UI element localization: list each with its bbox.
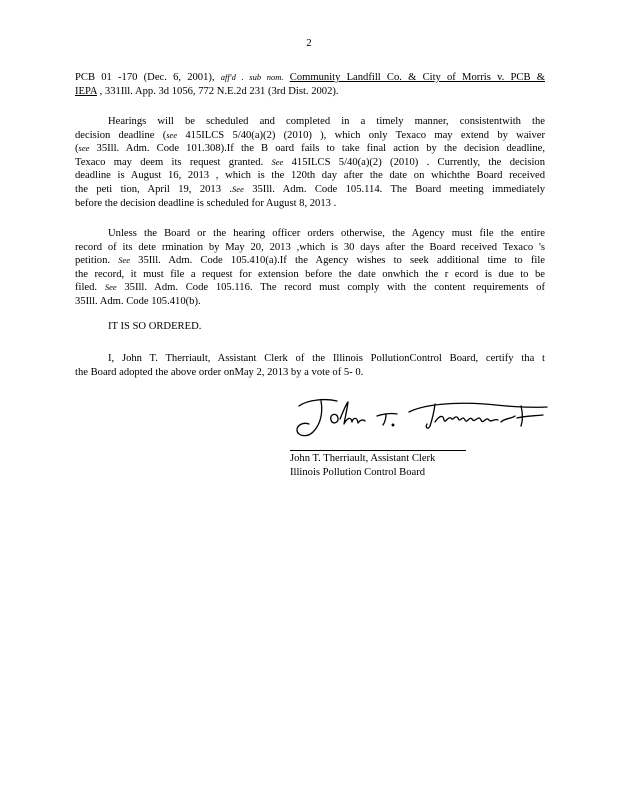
affd-italic: aff'd . sub nom. <box>220 72 284 82</box>
case-name-iepa: IEPA <box>75 85 97 97</box>
so-ordered: IT IS SO ORDERED. <box>108 321 202 332</box>
text: 35Ill. Adm. Code 105.114. The Board meeting immediately <box>243 183 546 195</box>
unless-line-1: Unless the Board or the hearing officer orders otherwise, the Agency must file the entire <box>108 228 545 239</box>
see-italic: see <box>78 143 90 154</box>
case-name: Community Landfill Co. & City of Morris v. PCB & <box>289 72 545 83</box>
text: 415ILCS 5/40(a)(2) (2010) . Currently, the decision <box>283 156 545 168</box>
unless-line-4: the record, it must file a request for extension before the date onwhich the r ecord is due to be <box>75 268 545 280</box>
citation-line-2 <box>75 85 545 99</box>
text: decision deadline ( <box>75 129 167 141</box>
text: 35Ill. Adm. Code 105.116. The record must comply with the content requirements of <box>116 282 545 294</box>
hearings-line-6 <box>75 183 545 197</box>
reporter-cite: , 331Ill. App. 3d 1056, 772 N.E.2d 231 (3rd Dist. 2002). <box>96 85 339 97</box>
hearings-line-3 <box>75 142 545 156</box>
citation-paragraph <box>75 71 545 98</box>
see-italic: See <box>232 183 244 194</box>
signature-block <box>290 452 510 479</box>
unless-line-6: 35Ill. Adm. Code 105.410(b). <box>75 295 201 307</box>
see-italic: see <box>166 129 178 140</box>
see-italic: See <box>118 255 130 266</box>
hearings-line-5: deadline is August 16, 2013 , which is the 120th day after the date on whichthe Board received <box>75 170 545 182</box>
page-number: 2 <box>306 37 312 49</box>
text: petition. <box>75 255 119 267</box>
certification-paragraph <box>75 352 545 379</box>
see-italic: See <box>104 282 117 293</box>
citation-text: PCB 01 -170 (Dec. 6, 2001), <box>75 72 221 83</box>
hearings-line-1: Hearings will be scheduled and completed in a timely manner, consistentwith the <box>108 116 545 127</box>
signature-rule <box>290 450 466 451</box>
certify-line-2: the Board adopted the above order onMay 2, 2013 by a vote of 5- 0. <box>75 366 364 378</box>
text: ( <box>75 143 79 155</box>
hearings-line-7: before the decision deadline is scheduled for August 8, 2013 . <box>75 197 337 209</box>
hearings-paragraph <box>75 115 545 210</box>
handwritten-signature <box>285 392 555 444</box>
text: filed. <box>75 282 105 294</box>
text: 35Ill. Adm. Code 101.308).If the B oard fails to take final action by the decision deadline, <box>89 143 545 155</box>
certify-line-1: I, John T. Therriault, Assistant Clerk of the Illinois PollutionControl Board, certify tha t <box>108 353 545 364</box>
text: 415ILCS 5/40(a)(2) (2010) ), which only Texaco may extend by waiver <box>177 129 545 141</box>
unless-line-5 <box>75 281 545 295</box>
hearings-line-4 <box>75 156 545 170</box>
text: the peti tion, April 19, 2013 . <box>75 183 233 195</box>
citation-line-1 <box>75 71 545 85</box>
text: 35Ill. Adm. Code 105.410(a).If the Agency wishes to seek additional time to file <box>129 255 545 267</box>
unless-line-3 <box>75 254 545 268</box>
text: Texaco may deem its request granted. <box>75 156 272 168</box>
signer-name-title: John T. Therriault, Assistant Clerk <box>290 453 436 464</box>
unless-line-2: record of its dete rmination by May 20, 2013 ,which is 30 days after the Board received Texaco 's <box>75 241 545 253</box>
unless-paragraph <box>75 227 545 309</box>
hearings-line-2 <box>75 129 545 143</box>
signer-organization: Illinois Pollution Control Board <box>290 466 426 478</box>
see-italic: See <box>271 156 284 167</box>
